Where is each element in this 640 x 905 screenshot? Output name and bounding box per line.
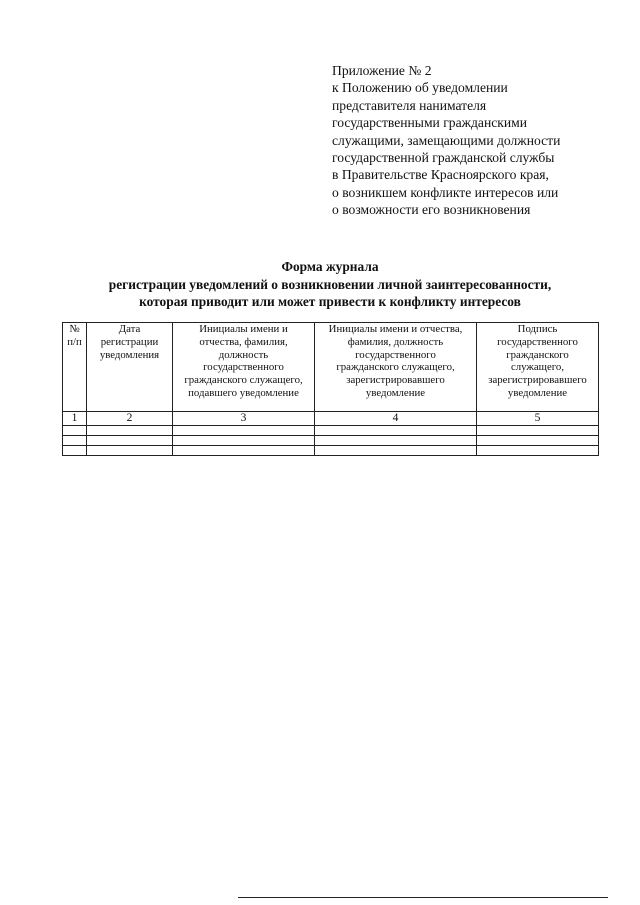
header-line: подавшего уведомление [188, 386, 299, 399]
table-cell [173, 446, 315, 456]
table-cell [477, 446, 599, 456]
table-row [63, 436, 599, 446]
header-line: зарегистрировавшего [346, 374, 445, 387]
header-line: уведомления [99, 348, 160, 361]
form-title-line: которая приводит или может привести к конфликту интересов [139, 294, 521, 309]
form-title [40, 258, 620, 311]
col-header-registration-date [87, 323, 173, 412]
column-number-row [63, 412, 599, 426]
header-line: № [69, 323, 80, 335]
appendix-line: к Положению об уведомлении [332, 80, 508, 96]
column-number: 3 [173, 412, 315, 426]
appendix-block [332, 62, 622, 219]
table-cell [87, 426, 173, 436]
header-line: п/п [67, 335, 82, 348]
table-cell [63, 436, 87, 446]
header-line: гражданского служащего, [336, 361, 455, 374]
header-line: государственного [203, 361, 284, 374]
bottom-divider [238, 897, 608, 898]
header-line: уведомление [507, 386, 568, 399]
table-cell [87, 436, 173, 446]
header-line: гражданского [506, 348, 569, 361]
header-line: государственного [355, 348, 436, 361]
table-cell [477, 426, 599, 436]
column-number: 1 [63, 412, 87, 426]
table-cell [63, 426, 87, 436]
column-number: 4 [315, 412, 477, 426]
table-row [63, 446, 599, 456]
header-line: Инициалы имени и отчества, [328, 323, 463, 335]
table-cell [315, 446, 477, 456]
header-line: служащего, [510, 361, 565, 374]
appendix-line: государственными гражданскими [332, 115, 528, 131]
appendix-line: о возможности его возникновения [332, 202, 531, 218]
appendix-line: о возникшем конфликте интересов или [332, 184, 559, 200]
table-cell [173, 436, 315, 446]
table-cell [477, 436, 599, 446]
header-line: Инициалы имени и [199, 323, 288, 335]
header-line: отчества, фамилия, [199, 335, 288, 348]
appendix-line: государственной гражданской службы [332, 150, 555, 166]
col-header-registrar [315, 323, 477, 412]
header-line: уведомление [365, 386, 426, 399]
col-header-submitter [173, 323, 315, 412]
column-number: 5 [477, 412, 599, 426]
appendix-line: Приложение № 2 [332, 63, 432, 78]
header-line: регистрации [100, 335, 159, 348]
table-cell [63, 446, 87, 456]
form-title-line: Форма журнала [281, 259, 379, 274]
appendix-line: представителя нанимателя [332, 97, 487, 113]
form-title-line: регистрации уведомлений о возникновении личной заинтересованности, [108, 276, 552, 292]
col-header-signature [477, 323, 599, 412]
header-line: гражданского служащего, [184, 374, 303, 387]
table-cell [315, 426, 477, 436]
journal-table [62, 322, 599, 456]
header-line: Подпись [517, 323, 558, 335]
appendix-line: служащими, замещающими должности [332, 132, 561, 148]
table-cell [173, 426, 315, 436]
table-row [63, 426, 599, 436]
header-line: фамилия, должность [347, 335, 444, 348]
table-cell [87, 446, 173, 456]
appendix-line: в Правительстве Красноярского края, [332, 167, 549, 183]
col-header-number [63, 323, 87, 412]
table-header-row [63, 323, 599, 412]
table-cell [315, 436, 477, 446]
column-number: 2 [87, 412, 173, 426]
header-line: государственного [497, 335, 578, 348]
header-line: Дата [118, 323, 141, 335]
header-line: должность [218, 348, 269, 361]
header-line: зарегистрировавшего [488, 374, 587, 387]
